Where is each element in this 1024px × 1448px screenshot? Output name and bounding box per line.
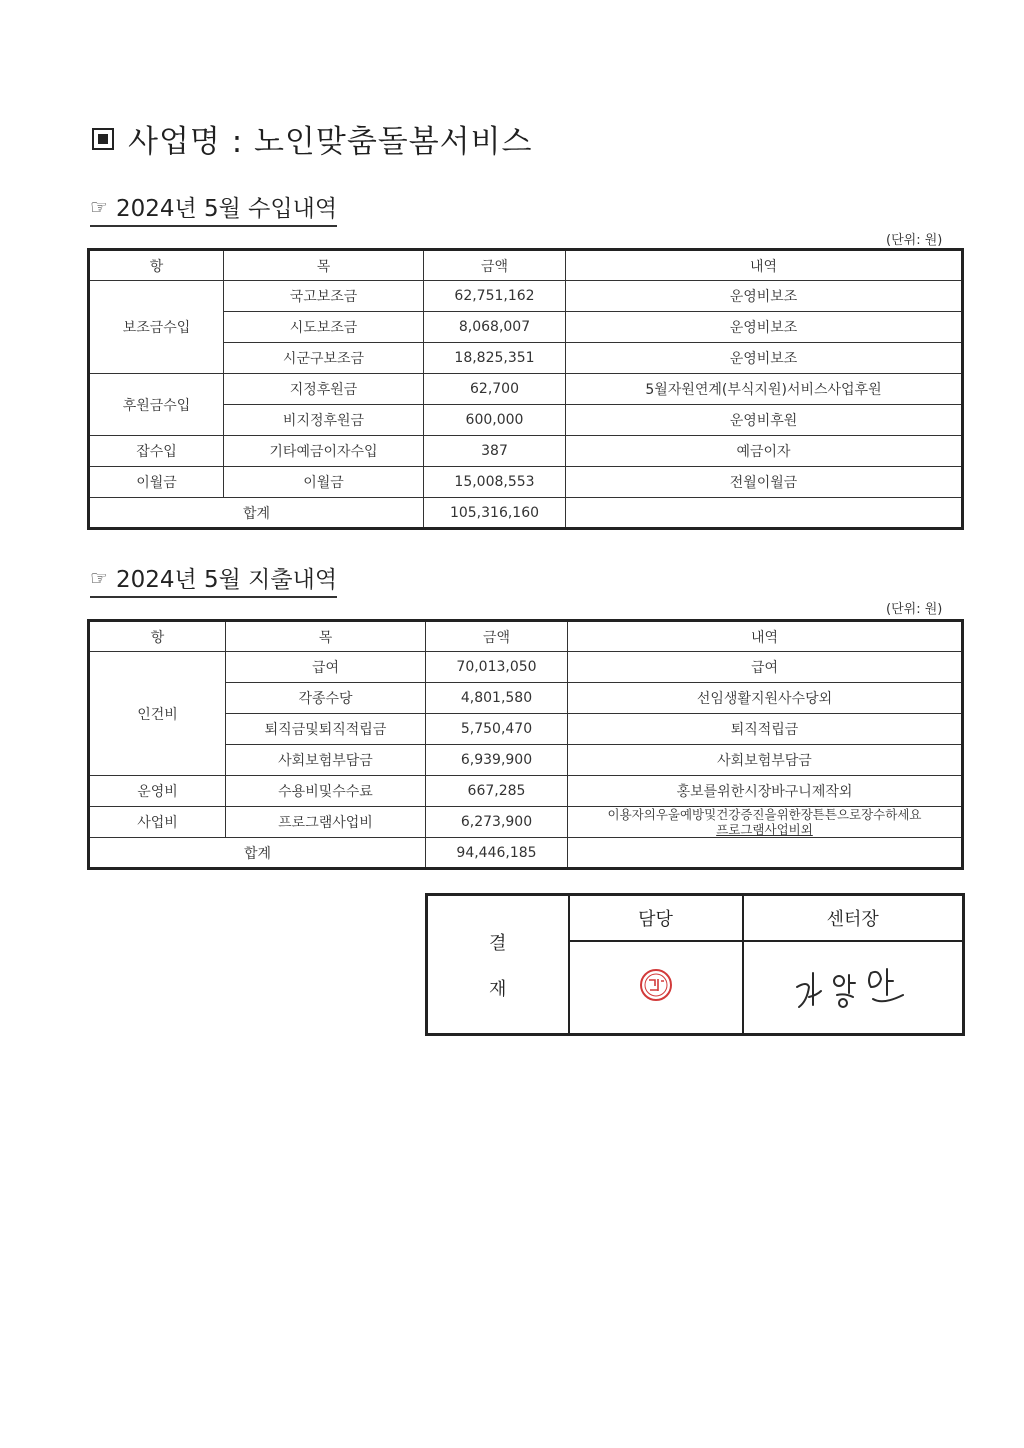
mok-cell: 각종수당 — [226, 683, 426, 714]
mok-cell: 사회보험부담금 — [226, 745, 426, 776]
table-row — [89, 807, 963, 838]
handwritten-signature — [783, 957, 923, 1018]
mok-cell: 프로그램사업비 — [226, 807, 426, 838]
hang-cell: 운영비 — [89, 776, 226, 807]
total-label: 합계 — [89, 498, 424, 529]
total-desc — [566, 498, 963, 529]
table-row — [89, 374, 963, 405]
desc-cell: 홍보를위한시장바구니제작외 — [568, 776, 963, 807]
table-row — [89, 652, 963, 683]
amount-cell: 600,000 — [424, 405, 566, 436]
hang-cell: 인건비 — [89, 652, 226, 776]
approval-label-bottom: 재 — [489, 978, 507, 1000]
header-hang: 항 — [89, 621, 226, 652]
table-row — [89, 281, 963, 312]
seal-stamp-icon — [638, 967, 674, 1008]
amount-cell: 15,008,553 — [424, 467, 566, 498]
amount-cell: 70,013,050 — [426, 652, 568, 683]
hang-cell: 사업비 — [89, 807, 226, 838]
amount-cell: 62,751,162 — [424, 281, 566, 312]
mok-cell: 퇴직금및퇴직적립금 — [226, 714, 426, 745]
amount-cell: 62,700 — [424, 374, 566, 405]
total-label: 합계 — [89, 838, 426, 869]
desc-cell: 운영비보조 — [566, 281, 963, 312]
hang-cell: 보조금수입 — [89, 281, 224, 374]
header-amount: 금액 — [424, 250, 566, 281]
mok-cell: 시도보조금 — [224, 312, 424, 343]
total-row — [89, 498, 963, 529]
desc-cell: 5월자원연계(부식지원)서비스사업후원 — [566, 374, 963, 405]
staff-stamp-cell — [569, 941, 743, 1035]
mok-cell: 비지정후원금 — [224, 405, 424, 436]
page-title — [92, 116, 533, 161]
income-heading-text: 2024년 5월 수입내역 — [115, 196, 338, 222]
mok-cell: 이월금 — [224, 467, 424, 498]
total-row — [89, 838, 963, 869]
income-header-row — [89, 250, 963, 281]
director-signature-cell — [743, 941, 964, 1035]
amount-cell: 6,273,900 — [426, 807, 568, 838]
expense-heading — [90, 561, 337, 598]
approval-col-director: 센터장 — [743, 895, 964, 941]
desc-cell — [568, 807, 963, 838]
approval-label-top: 결 — [489, 932, 507, 954]
amount-cell: 18,825,351 — [424, 343, 566, 374]
header-desc: 내역 — [568, 621, 963, 652]
amount-cell: 8,068,007 — [424, 312, 566, 343]
mok-cell: 수용비및수수료 — [226, 776, 426, 807]
pointing-hand-icon: ☞ — [90, 565, 108, 590]
hang-cell: 이월금 — [89, 467, 224, 498]
header-mok: 목 — [224, 250, 424, 281]
amount-cell: 4,801,580 — [426, 683, 568, 714]
expense-table — [87, 619, 964, 870]
amount-cell: 6,939,900 — [426, 745, 568, 776]
approval-col-staff: 담당 — [569, 895, 743, 941]
hang-cell: 후원금수입 — [89, 374, 224, 436]
mok-cell: 시군구보조금 — [224, 343, 424, 374]
hang-cell: 잡수입 — [89, 436, 224, 467]
mok-cell: 기타예금이자수입 — [224, 436, 424, 467]
header-mok: 목 — [226, 621, 426, 652]
table-row — [89, 776, 963, 807]
desc-cell: 퇴직적립금 — [568, 714, 963, 745]
table-row — [89, 436, 963, 467]
amount-cell: 387 — [424, 436, 566, 467]
total-desc — [568, 838, 963, 869]
expense-unit: (단위: 원) — [886, 602, 943, 617]
header-desc: 내역 — [566, 250, 963, 281]
approval-label — [427, 895, 569, 1035]
desc-cell: 운영비보조 — [566, 343, 963, 374]
income-heading — [90, 190, 337, 227]
approval-box — [425, 893, 965, 1036]
income-table — [87, 248, 964, 530]
desc-cell: 사회보험부담금 — [568, 745, 963, 776]
desc-cell: 전월이월금 — [566, 467, 963, 498]
amount-cell: 667,285 — [426, 776, 568, 807]
amount-cell: 5,750,470 — [426, 714, 568, 745]
header-hang: 항 — [89, 250, 224, 281]
square-bullet-icon — [92, 128, 114, 150]
page-title-text: 사업명 : 노인맞춤돌봄서비스 — [128, 124, 533, 160]
desc-cell: 선임생활지원사수당외 — [568, 683, 963, 714]
header-amount: 금액 — [426, 621, 568, 652]
mok-cell: 국고보조금 — [224, 281, 424, 312]
table-row — [89, 467, 963, 498]
desc-line: 이용자의우울예방및건강증진을위한장튼튼으로장수하세요 — [607, 807, 922, 822]
mok-cell: 지정후원금 — [224, 374, 424, 405]
total-amount: 94,446,185 — [426, 838, 568, 869]
desc-cell: 급여 — [568, 652, 963, 683]
pointing-hand-icon: ☞ — [90, 194, 108, 219]
desc-line: 프로그램사업비외 — [716, 822, 813, 837]
desc-cell: 예금이자 — [566, 436, 963, 467]
expense-heading-text: 2024년 5월 지출내역 — [115, 567, 338, 593]
total-amount: 105,316,160 — [424, 498, 566, 529]
income-unit: (단위: 원) — [886, 233, 943, 248]
desc-cell: 운영비후원 — [566, 405, 963, 436]
mok-cell: 급여 — [226, 652, 426, 683]
expense-header-row — [89, 621, 963, 652]
desc-cell: 운영비보조 — [566, 312, 963, 343]
